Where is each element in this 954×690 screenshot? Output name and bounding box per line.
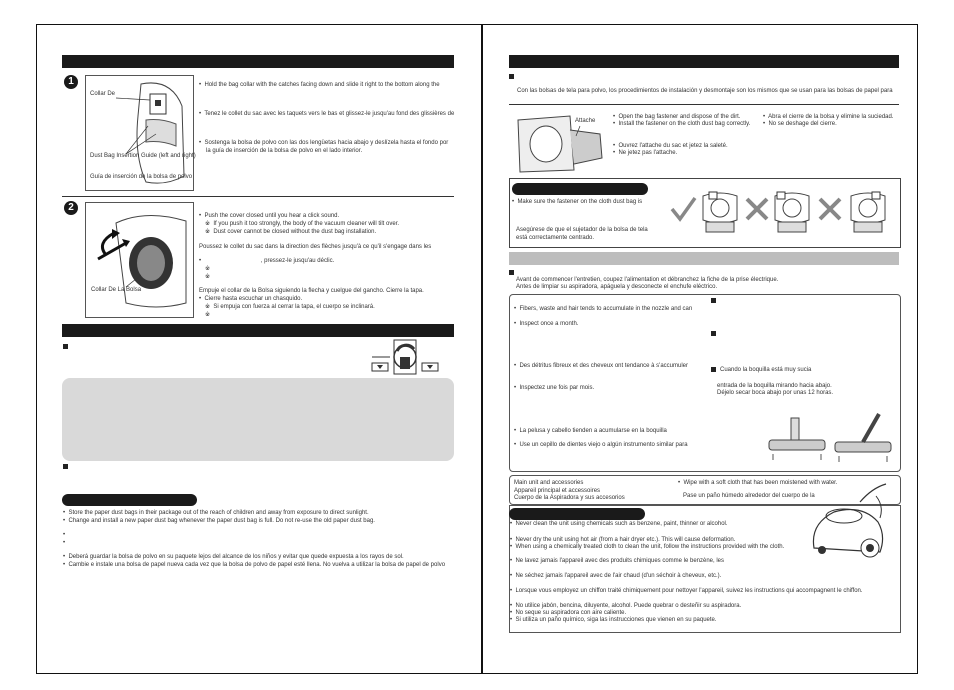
caution-9: • Si utiliza un paño químico, siga las instrucciones que vienen en su paquete. (510, 617, 717, 623)
square-bullet-3 (509, 74, 514, 79)
nozzle-es-2: • Use un cepillo de dientes viejo o algún instrumento similar para (514, 442, 688, 448)
bag-example-wrong-2 (848, 190, 888, 234)
storage-text-3: • Deberá guardar la bolsa de polvo en su paquete lejos del alcance de los niños y evitar que quede expuesta a los rayos de sol. (63, 554, 404, 560)
square-bullet-5 (711, 298, 716, 303)
step1-text-es: • Sostenga la bolsa de polvo con las dos lengüetas hacia abajo y deslízela hasta el fondo por (199, 140, 449, 146)
square-bullet-6 (711, 331, 716, 336)
caution-4: • Ne lavez jamais l'appareil avec des produits chimiques comme le benzène, les (510, 558, 725, 564)
step1-text-en: • Hold the bag collar with the catches facing down and slide it right to the bottom along the (199, 82, 440, 88)
cloth-fr-1: • Ouvrez l'attache du sac et jetez la saleté. (613, 143, 728, 149)
bag-indicator-illustration (370, 337, 440, 377)
wipe-en: • Wipe with a soft cloth that has been moistened with water. (678, 480, 838, 486)
step2-text-es-3: ※ Si empuja con fuerza al cerrar la tapa, el cuerpo se inclinará. (205, 304, 375, 310)
cloth-rule (509, 104, 899, 105)
correct-check-icon (669, 195, 697, 223)
caution-3: • When using a chemically treated cloth to clean the unit, follow the instructions provided with the cloth. (510, 544, 785, 550)
caution-5: • Ne séchez jamais l'appareil avec de l'air chaud (d'un séchoir à cheveux, etc.). (510, 573, 722, 579)
step2-text-fr-2: • , pressez-le jusqu'au déclic. (199, 258, 335, 264)
nozzle-icon (765, 410, 897, 466)
note-text-2: Asegúrese de que el sujetador de la bolsa de tela (516, 227, 648, 233)
collar-bag-label: Collar De La Bolsa (91, 287, 142, 293)
section-header-bar-2 (62, 324, 454, 337)
warning-panel (62, 378, 454, 461)
nozzle-en-1: • Fibers, waste and hair tends to accumulate in the nozzle and can (514, 306, 693, 312)
cloth-es-2: • No se deshage del cierre. (763, 121, 837, 127)
vacuum-cleaning-illustration (800, 482, 896, 566)
caution-pill (62, 494, 197, 506)
guide-label: Dust Bag Insertion Guide (left and right) (90, 153, 196, 159)
caution-6: • Lorsque vous employez un chiffon traité chimiquement pour nettoyer l'appareil, suivez les instructions qui accompagnent le chiffon. (510, 588, 863, 594)
square-bullet (63, 344, 68, 349)
cloth-fr-2: • Ne jetez pas l'attache. (613, 150, 678, 156)
maintenance-header-bar (509, 252, 899, 265)
right-header-bar (509, 55, 899, 68)
vacuum-cloth-icon (800, 482, 896, 566)
wrong-x-icon (744, 196, 770, 222)
cloth-intro: Con las bolsas de tela para polvo, los procedimientos de instalación y desmontaje son los mismos que se usan para las bolsas de papel para (517, 88, 893, 94)
section-header-bar (62, 55, 454, 68)
storage-bullet-a: • (63, 532, 66, 538)
nozzle-en-2: • Inspect once a month. (514, 321, 579, 327)
storage-text-4: • Cambie e instale una bolsa de papel nueva cada vez que la bolsa de polvo de papel esté llena. No vuelva a utilizar la bolsa de papel de polvo (63, 562, 446, 568)
note-pill (512, 183, 648, 195)
cover-close-illustration (85, 202, 194, 318)
nozzle-illustration (765, 410, 897, 466)
nozzle-fr-1: • Des détritus fibreux et des cheveux ont tendance à s'accumuler (514, 363, 689, 369)
step2-text-1: • Push the cover closed until you hear a click sound. (199, 213, 340, 219)
step1-text-es-2: la guía de inserción de la bolsa de polvo en el lado interior. (206, 148, 363, 154)
indicator-icon (370, 337, 440, 377)
dirty-title: Cuando la boquilla está muy sucia (711, 366, 811, 374)
main-unit-fr: Appareil principal et accessoires (514, 488, 601, 494)
step2-text-es: Empuje el collar de la Bolsa siguiendo la flecha y cuelgue del gancho. Cierre la tapa. (199, 288, 424, 294)
cloth-en-2: • Install the fastener on the cloth dust bag correctly. (613, 121, 751, 127)
main-unit-en: Main unit and accessories (514, 480, 584, 486)
cautions-pill (509, 508, 645, 520)
vacuum-cover-icon (86, 203, 193, 317)
caution-2: • Never dry the unit using hot air (from a hair dryer etc.). This will cause deformation. (510, 537, 736, 543)
cloth-en-1: • Open the bag fastener and dispose of the dirt. (613, 114, 741, 120)
guide-label-es: Guía de inserción de la bolsa de polvo (90, 174, 193, 180)
step-number-2: 2 (64, 201, 78, 215)
nozzle-fr-2: • Inspectez une fois par mois. (514, 385, 595, 391)
dirty-text-1: entrada de la boquilla mirando hacia abajo. (717, 383, 832, 389)
caution-8: • No seque su aspiradora con aire caliente. (510, 610, 627, 616)
divider (62, 196, 454, 197)
storage-bullet-b: • (63, 540, 66, 546)
bag-example-wrong-1 (772, 190, 812, 234)
wipe-es: Pase un paño húmedo alrededor del cuerpo de la (683, 493, 815, 499)
step-number-1: 1 (64, 75, 78, 89)
step2-bullet-c: ※ (205, 312, 211, 318)
step2-bullet-b: ※ (205, 274, 211, 280)
step2-text-fr: Poussez le collet du sac dans la direction des flèches jusqu'à ce qu'il s'engage dans les (199, 244, 432, 250)
step2-text-2: ※ If you push it too strongly, the body of the vacuum cleaner will tilt over. (205, 221, 400, 227)
step2-text-es-2: • Cierre hasta escuchar un chasquido. (199, 296, 303, 302)
nozzle-es-1: • La pelusa y cabello tienden a acumularse en la boquilla (514, 428, 667, 434)
caution-1: • Never clean the unit using chemicals such as benzene, paint, thinner or alcohol. (510, 521, 728, 527)
attache-label: Attache (575, 118, 596, 124)
step1-text-fr: • Tenez le collet du sac avec les taquets vers le bas et glissez-le jusqu'au fond des glissières de (199, 111, 455, 117)
note-text-1: • Make sure the fastener on the cloth dust bag is (512, 199, 643, 205)
collar-label: Collar De (90, 91, 116, 97)
square-bullet-2 (63, 464, 68, 469)
step2-text-3: ※ Dust cover cannot be closed without the dust bag installation. (205, 229, 377, 235)
storage-text-1: • Store the paper dust bags in their package out of the reach of children and away from exposure to direct sunlight. (63, 510, 369, 516)
storage-text-2: • Change and install a new paper dust bag whenever the paper dust bag is full. Do not re-use the old paper dust bag. (63, 518, 375, 524)
dirty-text-2: Déjelo secar boca abajo por unas 12 horas. (717, 390, 834, 396)
maint-intro-2: Antes de limpiar su aspiradora, apáguela y desconecte el enchufe eléctrico. (516, 284, 718, 290)
note-text-3: está correctamente centrado. (516, 235, 595, 241)
caution-7: • No utilice jabón, bencina, diluyente, alcohol. Puede quebrar o desteñir su aspiradora. (510, 603, 742, 609)
step2-bullet-a: ※ (205, 266, 211, 272)
bag-example-correct (700, 190, 740, 234)
maint-intro-1: Avant de commencer l'entretien, coupez l'alimentation et débranchez la fiche de la prise électrique. (516, 277, 779, 283)
cloth-es-1: • Abra el cierre de la bolsa y elimine la suciedad. (763, 114, 894, 120)
main-unit-es: Cuerpo de la Aspiradora y sus accesorios (514, 495, 625, 501)
square-bullet-4 (509, 270, 514, 275)
wrong-x-icon-2 (817, 196, 843, 222)
